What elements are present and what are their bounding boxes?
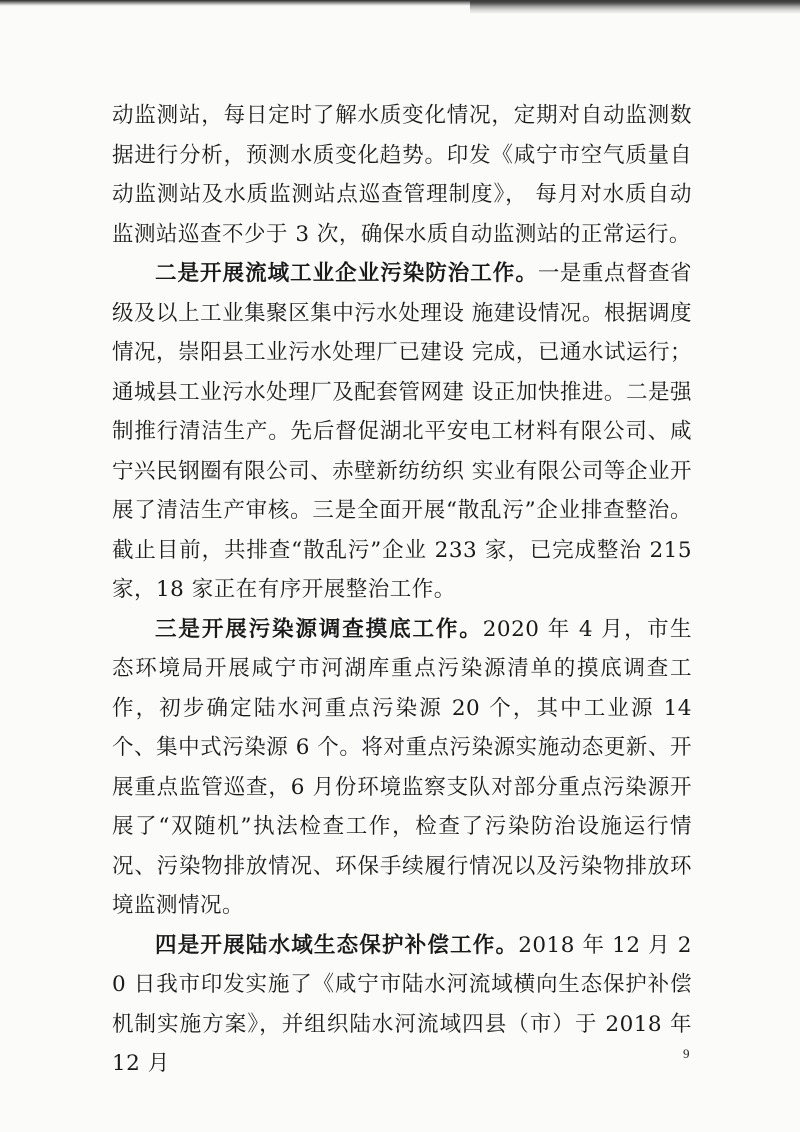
- paragraph-ecological-compensation: [112, 926, 692, 1084]
- paragraph-text: 2020 年 4 月，市生态环境局开展咸宁市河湖库重点污染源清单的摸底调查工作，初步确定陆水河重点污染源 20 个，其中工业源 14 个、集中式污染源 6 个。将对重点污染源实施动态更新、开展重点监管巡查，6 月份环境监察支队对部分重点污染源开展了“双随机”执法检查工作，检查了污染防治设施运行情况、污染物排放情况、环保手续履行情况以及污染物排放环境监测情况。: [112, 616, 692, 918]
- paragraph-text: 2018 年 12 月 20 日我市印发实施了《咸宁市陆水河流域横向生态保护补偿机制实施方案》，并组织陆水河流域四县（市）于 2018 年 12 月: [112, 932, 692, 1076]
- document-body: [112, 96, 692, 1084]
- paragraph-industrial-pollution: [112, 254, 692, 610]
- paragraph-heading: 四是开展陆水域生态保护补偿工作。: [155, 932, 519, 958]
- paragraph-text: 一是重点督查省级及以上工业集聚区集中污水处理设 施建设情况。根据调度情况，崇阳县工业污水处理厂已建设 完成，已通水试运行；通城县工业污水处理厂及配套管网建 设正加快推进。二是强制推行清洁生产。先后督促湖北平安电工材料有限公司、咸宁兴民钢圈有限公司、赤壁新纺纺织 实业有限公司等企业开展了清洁生产审核。三是全面开展“散乱污”企业排查整治。截止目前，共排查“散乱污”企业 233 家，已完成整治 215 家，18 家正在有序开展整治工作。: [112, 261, 692, 602]
- scan-edge-top-right: [470, 0, 800, 14]
- paragraph-pollution-survey: [112, 610, 692, 926]
- paragraph-text: 动监测站，每日定时了解水质变化情况，定期对自动监测数据进行分析，预测水质变化趋势。印发《咸宁市空气质量自动监测站及水质监测站点巡查管理制度》， 每月对水质自动监测站巡查不少于 3 次，确保水质自动监测站的正常运行。: [112, 103, 692, 247]
- paragraph-heading: 二是开展流域工业企业污染防治工作。: [155, 261, 538, 286]
- paragraph-heading: 三是开展污染源调查摸底工作。: [155, 616, 483, 642]
- paragraph-continuation: [112, 96, 692, 254]
- page-number: 9: [683, 1046, 690, 1061]
